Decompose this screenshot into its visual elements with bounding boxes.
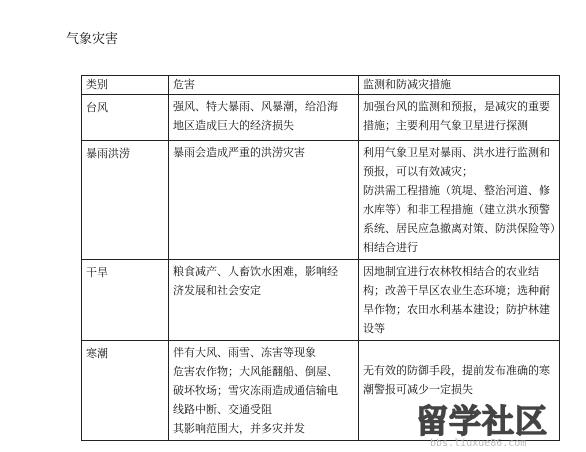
table-header-row <box>82 76 560 95</box>
text-line: 设等 <box>363 322 385 335</box>
text-line: 因地制宜进行农林牧相结合的农业结 <box>363 265 539 278</box>
text-line: 破坏牧场；雪灾冻雨造成通信输电 <box>173 384 338 397</box>
table-row <box>82 260 560 341</box>
text-line: 危害农作物；大风能翻船、倒屋、 <box>173 365 338 378</box>
text-line: 伴有大风、雨雪、冻害等现象 <box>173 346 316 359</box>
harm-cell <box>169 141 359 260</box>
text-line: 旱作物；农田水利基本建设；防护林建 <box>363 303 550 316</box>
category-cell: 干旱 <box>82 260 169 341</box>
text-line: 加强台风的监测和预报，是减灾的重要 <box>363 100 550 113</box>
text-line: 构；改善干旱区农业生态环境；选种耐 <box>363 284 550 297</box>
text-line: 预报，可以有效减灾； <box>363 165 473 178</box>
table-row <box>82 95 560 141</box>
text-line: 强风、特大暴雨、风暴潮，给沿海 <box>173 100 338 113</box>
text-line: 潮警报可减少一定损失 <box>363 383 473 396</box>
text-line: 济发展和社会安定 <box>173 284 261 297</box>
text-line: 线路中断、交通受阻 <box>173 403 272 416</box>
text-line: 地区造成巨大的经济损失 <box>173 119 294 132</box>
document-title: 气象灾害 <box>66 32 119 47</box>
category-cell: 寒潮 <box>82 341 169 441</box>
header-harm: 危害 <box>169 76 359 95</box>
text-line: 无有效的防御手段，提前发布准确的寒 <box>363 364 550 377</box>
text-line: 系统、居民应急撤离对策、防洪保险等） <box>363 222 561 235</box>
category-cell: 暴雨洪涝 <box>82 141 169 260</box>
text-line: 措施；主要利用气象卫星进行探测 <box>363 119 528 132</box>
text-line: 防洪需工程措施（筑堤、整治河道、修 <box>363 184 550 197</box>
text-line: 水库等）和非工程措施（建立洪水预警 <box>363 203 550 216</box>
site-watermark <box>416 404 586 452</box>
watermark-url: bbs.liuxue86.com <box>430 438 527 449</box>
measures-cell <box>359 141 560 260</box>
disaster-table <box>81 75 560 441</box>
watermark-logo: 留学社区 <box>416 402 549 440</box>
harm-cell <box>169 341 359 441</box>
text-line: 相结合进行 <box>363 241 418 254</box>
harm-cell <box>169 260 359 341</box>
header-category: 类别 <box>82 76 169 95</box>
harm-cell <box>169 95 359 141</box>
measures-cell <box>359 260 560 341</box>
category-cell: 台风 <box>82 95 169 141</box>
text-line: 粮食减产、人畜饮水困难，影响经 <box>173 265 338 278</box>
header-measures: 监测和防减灾措施 <box>359 76 560 95</box>
text-line: 利用气象卫星对暴雨、洪水进行监测和 <box>363 146 550 159</box>
text-line: 暴雨会造成严重的洪涝灾害 <box>173 146 305 159</box>
measures-cell <box>359 95 560 141</box>
table-row <box>82 141 560 260</box>
text-line: 其影响范围大，并多灾并发 <box>173 422 305 435</box>
